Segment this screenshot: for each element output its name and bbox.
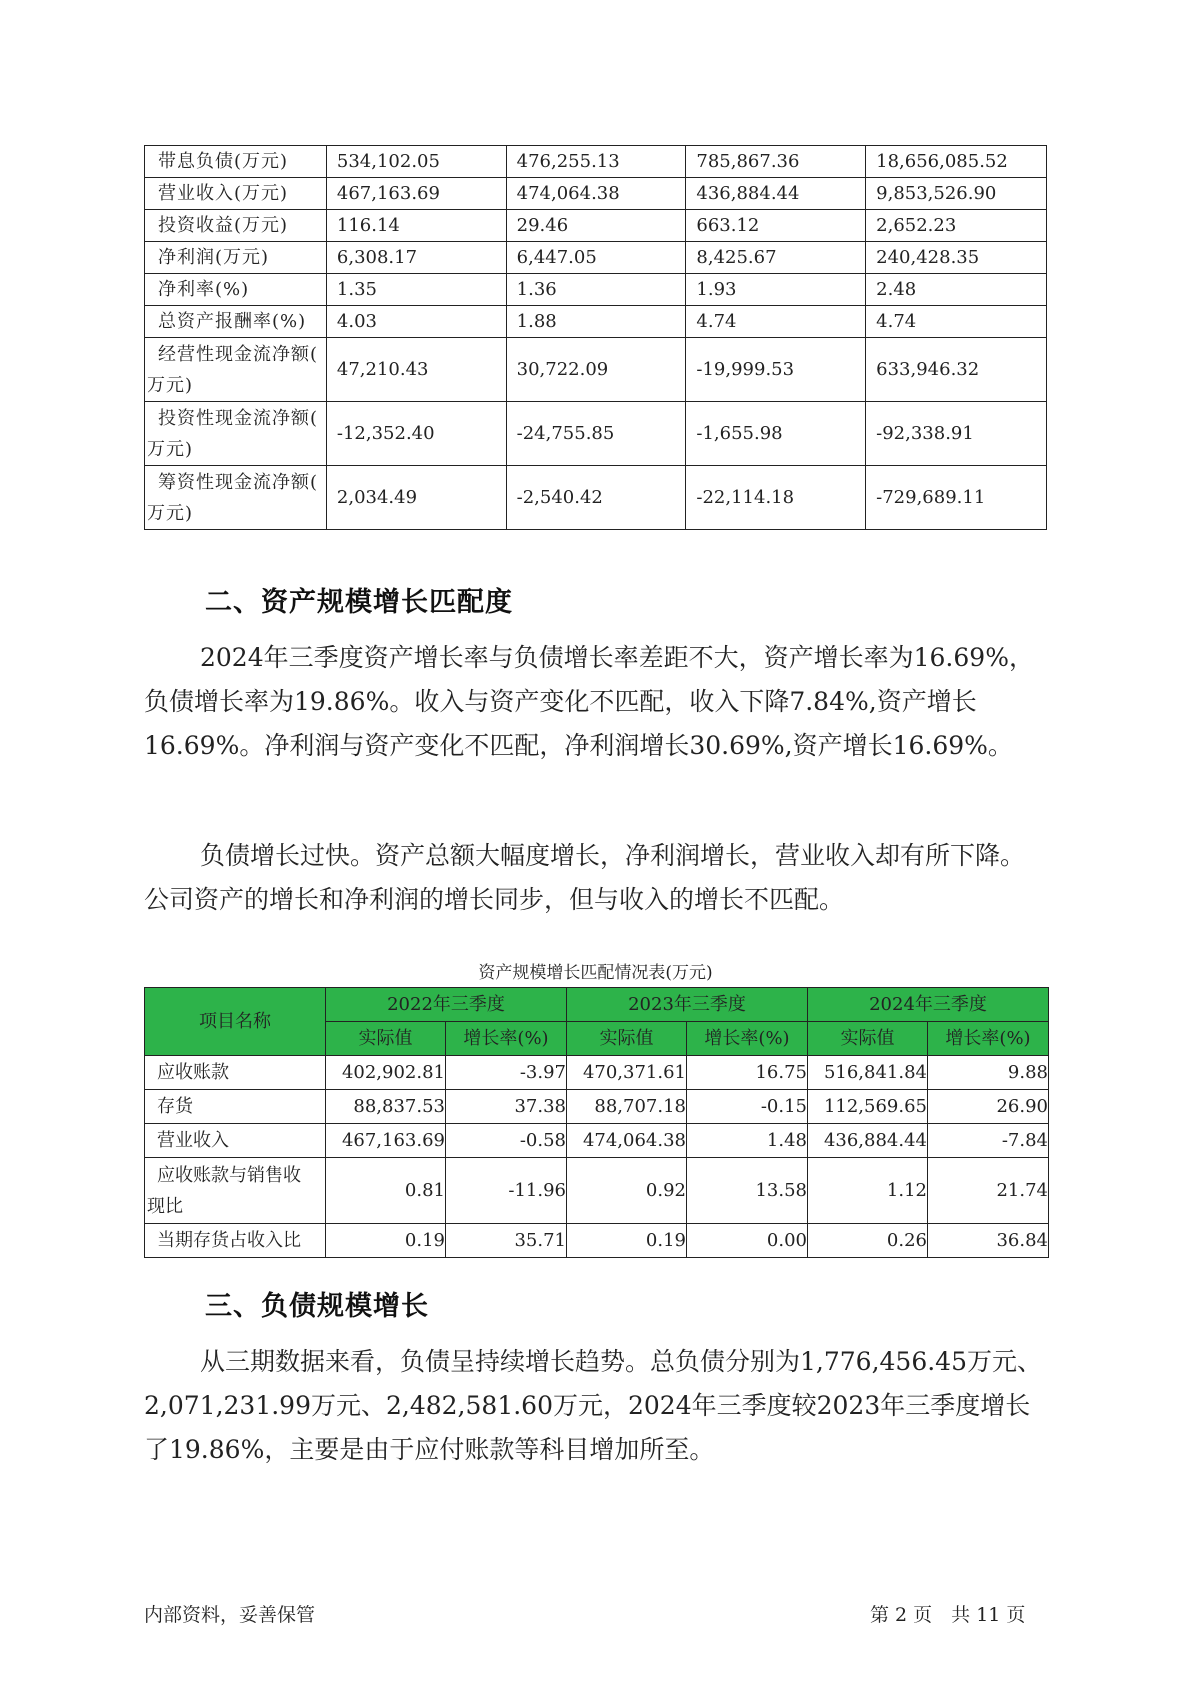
table-cell: 0.26 bbox=[808, 1224, 928, 1258]
footer-page-number: 第 2 页 共 11 页 bbox=[870, 1604, 1026, 1626]
table-cell: 1.35 bbox=[326, 274, 506, 306]
financial-summary-table bbox=[144, 145, 1047, 530]
table-cell: -2,540.42 bbox=[506, 466, 686, 530]
table-cell: -729,689.11 bbox=[866, 466, 1047, 530]
table-cell: 1.93 bbox=[686, 274, 866, 306]
section-heading-liability-scale: 三、负债规模增长 bbox=[205, 1291, 429, 1322]
table-cell: 1.36 bbox=[506, 274, 686, 306]
table-cell: -24,755.85 bbox=[506, 402, 686, 466]
table-cell: 1.12 bbox=[808, 1158, 928, 1224]
row-label: 投资收益(万元) bbox=[145, 210, 327, 242]
table-cell: 0.00 bbox=[687, 1224, 808, 1258]
row-label: 当期存货占收入比 bbox=[145, 1224, 326, 1258]
table-cell: 112,569.65 bbox=[808, 1090, 928, 1124]
table-row bbox=[145, 1224, 1049, 1258]
table-cell: 6,308.17 bbox=[326, 242, 506, 274]
table-row bbox=[145, 1158, 1049, 1224]
row-label: 筹资性现金流净额( 万元) bbox=[145, 466, 327, 530]
header-actual: 实际值 bbox=[808, 1022, 928, 1056]
row-label: 经营性现金流净额( 万元) bbox=[145, 338, 327, 402]
table-row bbox=[145, 1056, 1049, 1090]
table-cell: 47,210.43 bbox=[326, 338, 506, 402]
table-cell: 402,902.81 bbox=[326, 1056, 446, 1090]
row-label: 净利率(%) bbox=[145, 274, 327, 306]
table-cell: 663.12 bbox=[686, 210, 866, 242]
header-growth: 增长率(%) bbox=[687, 1022, 808, 1056]
table-cell: 4.74 bbox=[686, 306, 866, 338]
header-item-name: 项目名称 bbox=[145, 988, 326, 1056]
table-cell: -1,655.98 bbox=[686, 402, 866, 466]
paragraph: 从三期数据来看，负债呈持续增长趋势。总负债分别为1,776,456.45万元、2,071,231.99万元、2,482,581.60万元，2024年三季度较2023年三季度增长了19.86%，主要是由于应付账款等科目增加所至。 bbox=[144, 1347, 1042, 1464]
row-label: 总资产报酬率(%) bbox=[145, 306, 327, 338]
table-cell: 36.84 bbox=[928, 1224, 1049, 1258]
table-cell: 476,255.13 bbox=[506, 146, 686, 178]
table-cell: 29.46 bbox=[506, 210, 686, 242]
table-row bbox=[145, 1124, 1049, 1158]
asset-growth-match-table bbox=[144, 987, 1049, 1258]
row-label: 投资性现金流净额( 万元) bbox=[145, 402, 327, 466]
table-cell: -11.96 bbox=[446, 1158, 567, 1224]
table-header-row bbox=[145, 988, 1049, 1022]
table-cell: 467,163.69 bbox=[326, 1124, 446, 1158]
row-label: 应收账款与销售收 现比 bbox=[145, 1158, 326, 1224]
table-caption: 资产规模增长匹配情况表(万元) bbox=[478, 963, 713, 983]
table-cell: 6,447.05 bbox=[506, 242, 686, 274]
table-cell: 240,428.35 bbox=[866, 242, 1047, 274]
table-row bbox=[145, 210, 1047, 242]
header-growth: 增长率(%) bbox=[446, 1022, 567, 1056]
row-label: 营业收入 bbox=[145, 1124, 326, 1158]
table-cell: -3.97 bbox=[446, 1056, 567, 1090]
header-actual: 实际值 bbox=[326, 1022, 446, 1056]
table-row bbox=[145, 274, 1047, 306]
table-cell: 1.88 bbox=[506, 306, 686, 338]
table-cell: 633,946.32 bbox=[866, 338, 1047, 402]
header-period: 2023年三季度 bbox=[567, 988, 808, 1022]
table-cell: 436,884.44 bbox=[686, 178, 866, 210]
table-row bbox=[145, 1090, 1049, 1124]
section-heading-asset-scale: 二、资产规模增长匹配度 bbox=[205, 587, 513, 618]
row-label: 营业收入(万元) bbox=[145, 178, 327, 210]
table-cell: 16.75 bbox=[687, 1056, 808, 1090]
table-cell: 30,722.09 bbox=[506, 338, 686, 402]
table-cell: 2,652.23 bbox=[866, 210, 1047, 242]
row-label: 应收账款 bbox=[145, 1056, 326, 1090]
table-cell: 474,064.38 bbox=[506, 178, 686, 210]
row-label: 存货 bbox=[145, 1090, 326, 1124]
paragraph: 2024年三季度资产增长率与负债增长率差距不大，资产增长率为16.69%，负债增长率为19.86%。收入与资产变化不匹配，收入下降7.84%,资产增长16.69%。净利润与资产变化不匹配，净利润增长30.69%,资产增长16.69%。 bbox=[144, 643, 1034, 760]
table-row bbox=[145, 466, 1047, 530]
header-growth: 增长率(%) bbox=[928, 1022, 1049, 1056]
table-row bbox=[145, 178, 1047, 210]
table-cell: 436,884.44 bbox=[808, 1124, 928, 1158]
table-cell: -92,338.91 bbox=[866, 402, 1047, 466]
footer-confidential-note: 内部资料，妥善保管 bbox=[144, 1604, 316, 1626]
table-cell: 0.81 bbox=[326, 1158, 446, 1224]
table-cell: 88,837.53 bbox=[326, 1090, 446, 1124]
table-cell: 467,163.69 bbox=[326, 178, 506, 210]
table-row bbox=[145, 402, 1047, 466]
table-row bbox=[145, 306, 1047, 338]
table-cell: -12,352.40 bbox=[326, 402, 506, 466]
table-cell: 0.19 bbox=[567, 1224, 687, 1258]
table-cell: 37.38 bbox=[446, 1090, 567, 1124]
table-cell: -0.15 bbox=[687, 1090, 808, 1124]
row-label: 带息负债(万元) bbox=[145, 146, 327, 178]
table-cell: 2.48 bbox=[866, 274, 1047, 306]
table-cell: -0.58 bbox=[446, 1124, 567, 1158]
table-row bbox=[145, 338, 1047, 402]
table-cell: 9.88 bbox=[928, 1056, 1049, 1090]
table-cell: -22,114.18 bbox=[686, 466, 866, 530]
table-cell: 35.71 bbox=[446, 1224, 567, 1258]
table-cell: 0.92 bbox=[567, 1158, 687, 1224]
paragraph: 负债增长过快。资产总额大幅度增长，净利润增长，营业收入却有所下降。公司资产的增长和净利润的增长同步，但与收入的增长不匹配。 bbox=[144, 841, 1026, 914]
table-cell: 13.58 bbox=[687, 1158, 808, 1224]
table-row bbox=[145, 146, 1047, 178]
table-cell: 2,034.49 bbox=[326, 466, 506, 530]
row-label: 净利润(万元) bbox=[145, 242, 327, 274]
table-cell: 9,853,526.90 bbox=[866, 178, 1047, 210]
table-cell: 26.90 bbox=[928, 1090, 1049, 1124]
table-cell: 470,371.61 bbox=[567, 1056, 687, 1090]
table-cell: 21.74 bbox=[928, 1158, 1049, 1224]
header-period: 2024年三季度 bbox=[808, 988, 1049, 1022]
header-period: 2022年三季度 bbox=[326, 988, 567, 1022]
table-cell: -7.84 bbox=[928, 1124, 1049, 1158]
table-cell: 516,841.84 bbox=[808, 1056, 928, 1090]
table-cell: 1.48 bbox=[687, 1124, 808, 1158]
table-cell: 785,867.36 bbox=[686, 146, 866, 178]
table-cell: 88,707.18 bbox=[567, 1090, 687, 1124]
table-cell: 116.14 bbox=[326, 210, 506, 242]
table-row bbox=[145, 242, 1047, 274]
table-cell: 4.74 bbox=[866, 306, 1047, 338]
table-cell: 474,064.38 bbox=[567, 1124, 687, 1158]
table-cell: -19,999.53 bbox=[686, 338, 866, 402]
table-cell: 534,102.05 bbox=[326, 146, 506, 178]
table-cell: 8,425.67 bbox=[686, 242, 866, 274]
table-cell: 18,656,085.52 bbox=[866, 146, 1047, 178]
table-cell: 4.03 bbox=[326, 306, 506, 338]
table-cell: 0.19 bbox=[326, 1224, 446, 1258]
header-actual: 实际值 bbox=[567, 1022, 687, 1056]
